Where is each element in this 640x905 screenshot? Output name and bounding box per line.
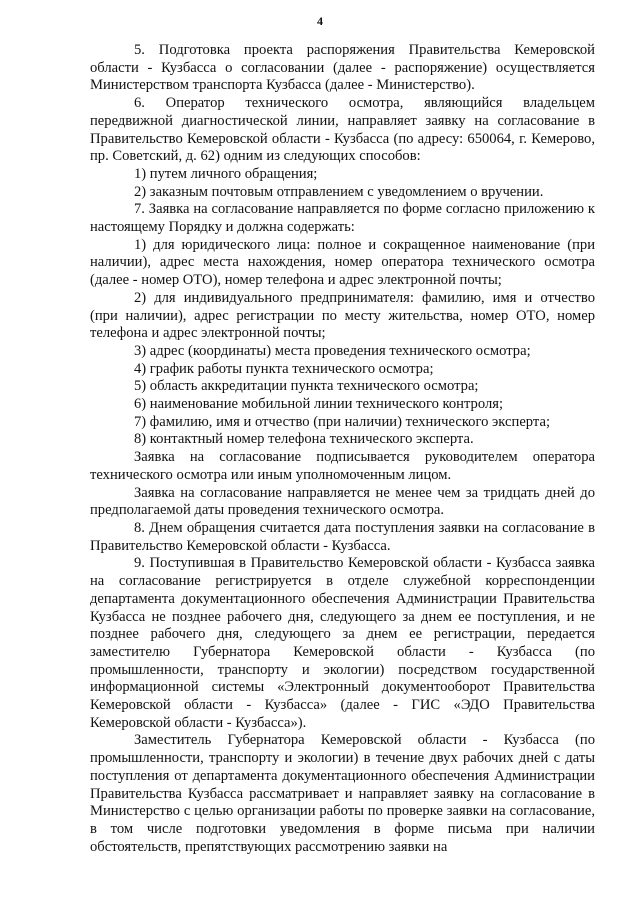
paragraph: Заместитель Губернатора Кемеровской области - Кузбасса (по промышленности, транспорту и экологии) в течение двух рабочих дней с даты поступления от департамента документационного обеспечения Администрации Правительства Кузбасса рассматривает и направляет заявку на согласование в Министерство с целью организации работы по проверке заявки на согласование, в том числе подготовки уведомления в форме письма при наличии обстоятельств, препятствующих рассмотрению заявки на (90, 732, 595, 855)
list-item: 2) для индивидуального предпринимателя: фамилию, имя и отчество (при наличии), адрес регистрации по месту жительства, номер ОТО, номер телефона и адрес электронной почты; (90, 289, 595, 342)
paragraph: 8. Днем обращения считается дата поступления заявки на согласование в Правительство Кемеровской области - Кузбасса. (90, 519, 595, 554)
list-item: 2) заказным почтовым отправлением с уведомлением о вручении. (134, 183, 544, 200)
list-item: 4) график работы пункта технического осмотра; (134, 360, 434, 377)
paragraph: Заявка на согласование направляется не менее чем за тридцать дней до предполагаемой даты проведения технического осмотра. (90, 484, 595, 519)
paragraph: 5. Подготовка проекта распоряжения Правительства Кемеровской области - Кузбасса о согласовании (далее - распоряжение) осуществляется Министерством транспорта Кузбасса (далее - Министерство). (90, 42, 595, 94)
list-item: 8) контактный номер телефона технического эксперта. (134, 431, 474, 448)
document-body (90, 42, 595, 856)
list-item: 7) фамилию, имя и отчество (при наличии) технического эксперта; (134, 413, 550, 430)
list-item: 1) для юридического лица: полное и сокращенное наименование (при наличии), адрес места нахождения, номер оператора технического осмотра (далее - номер ОТО), номер телефона и адрес электронной почты; (90, 236, 595, 289)
paragraph: 9. Поступившая в Правительство Кемеровской области - Кузбасса заявка на согласование регистрируется в отделе служебной корреспонденции департамента документационного обеспечения Администрации Правительства Кузбасса не позднее рабочего дня, следующего за днем ее поступления, и не позднее рабочего дня, следующего за днем ее регистрации, передается заместителю Губернатора Кемеровской области - Кузбасса (по промышленности, транспорту и экологии) посредством государственной информационной системы «Электронный документооборот Правительства Кемеровской области - Кузбасса» (далее - ГИС «ЭДО Правительства Кемеровской области - Кузбасса»). (90, 555, 595, 731)
paragraph: 6. Оператор технического осмотра, являющийся владельцем передвижной диагностической линии, направляет заявку на согласование в Правительство Кемеровской области - Кузбасса (по адресу: 650064, г. Кемерово, пр. Советский, д. 62) одним из следующих способов: (90, 95, 595, 165)
list-item: 5) область аккредитации пункта технического осмотра; (134, 378, 479, 395)
paragraph: Заявка на согласование подписывается руководителем оператора технического осмотра или иным уполномоченным лицом. (90, 449, 595, 483)
paragraph: 7. Заявка на согласование направляется по форме согласно приложению к настоящему Порядку и должна содержать: (90, 201, 595, 236)
page-number: 4 (317, 14, 323, 28)
list-item: 3) адрес (координаты) места проведения технического осмотра; (134, 342, 531, 359)
list-item: 6) наименование мобильной линии технического контроля; (134, 396, 503, 413)
list-item: 1) путем личного обращения; (134, 165, 318, 182)
